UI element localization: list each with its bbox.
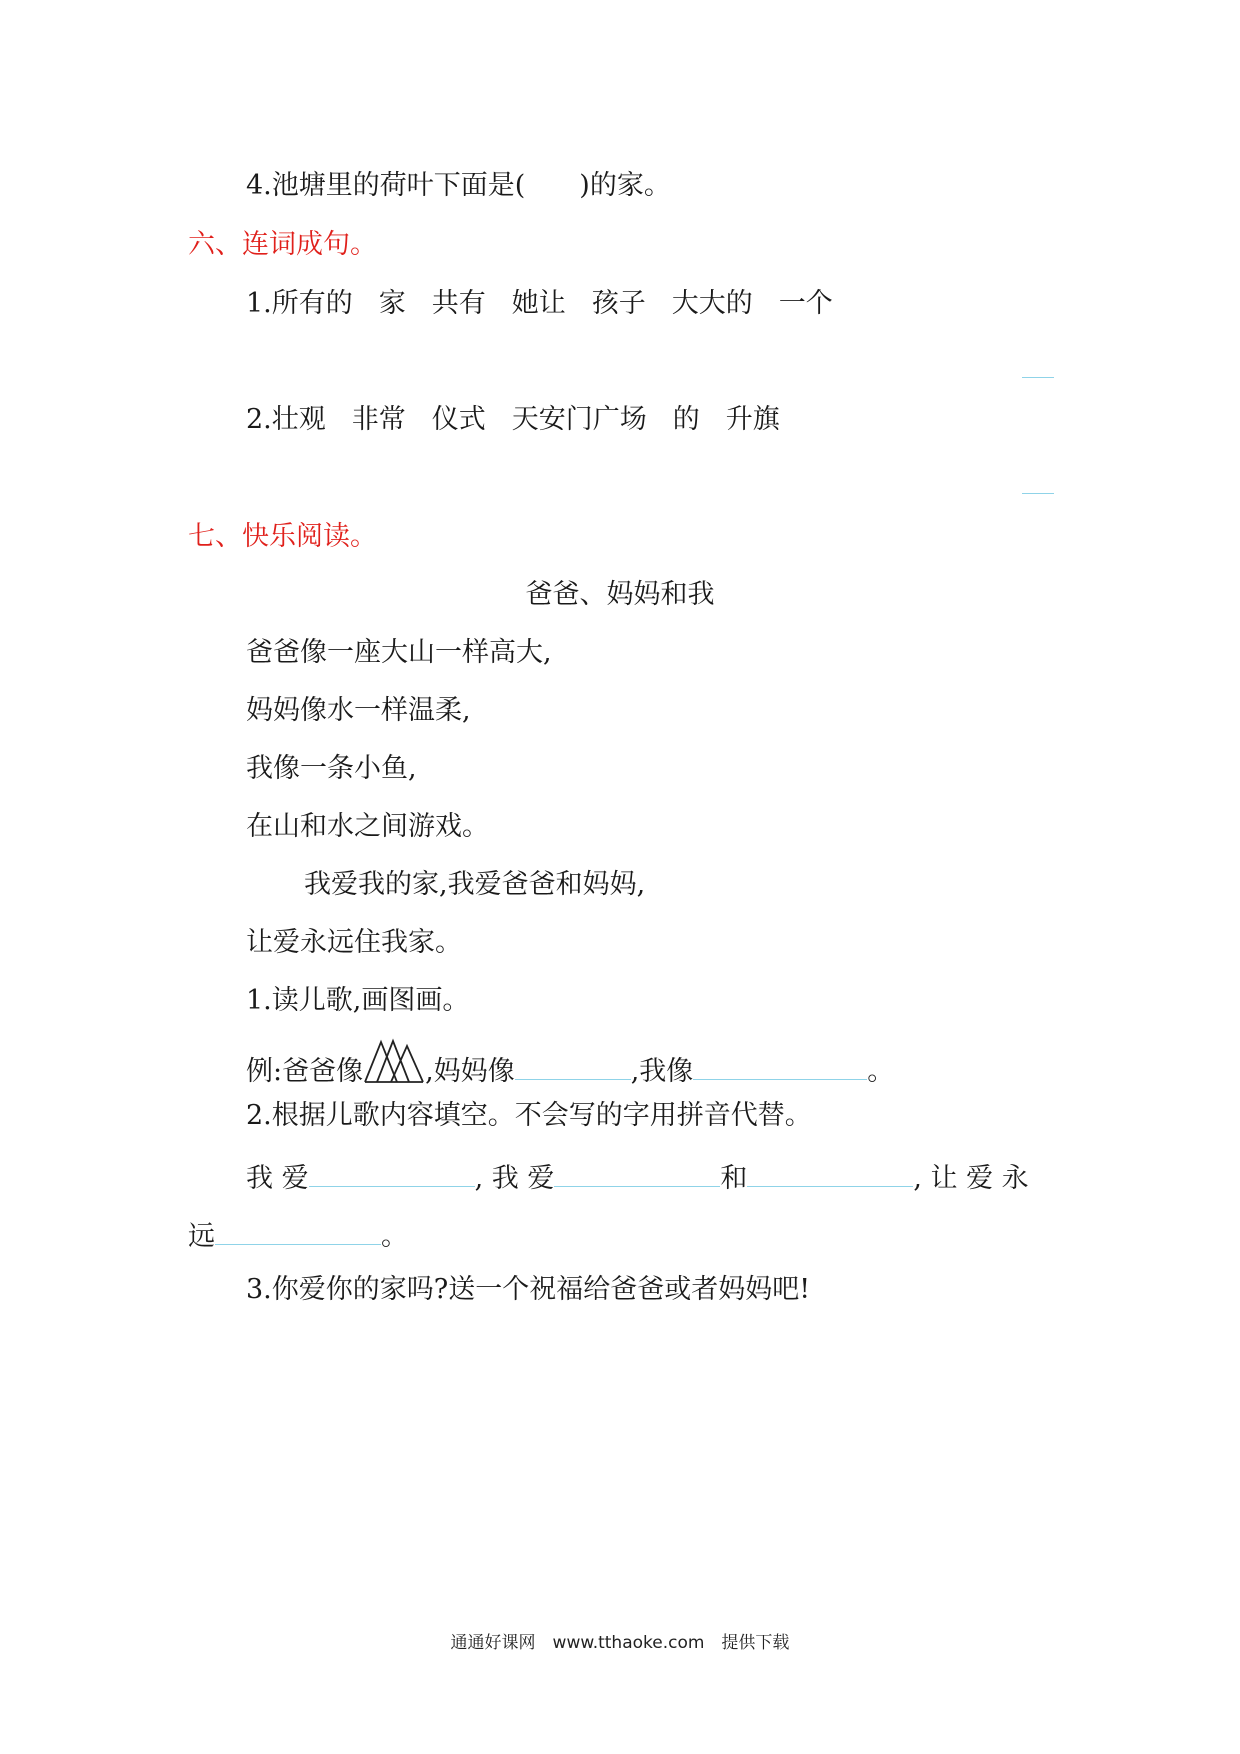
s6-item-1	[246, 286, 833, 322]
section-6-heading: 六、连词成句。	[188, 229, 377, 260]
q2-blank-2[interactable]	[554, 1156, 720, 1187]
q2-text: 2.根据儿歌内容填空。不会写的字用拼音代替。	[246, 1100, 812, 1131]
word-chip: 所有的	[271, 288, 353, 319]
q4-prefix: 4.池塘里的荷叶下面是(	[246, 170, 526, 201]
mountain-drawing-icon	[363, 1038, 425, 1084]
q1-ex-prefix: 例:爸爸像	[246, 1056, 364, 1087]
poem-line-5: 我爱我的家,我爱爸爸和妈妈,	[304, 869, 646, 900]
q2-blank-1[interactable]	[309, 1156, 475, 1187]
word-chip: 一个	[778, 288, 833, 319]
poem-line-6: 让爱永远住我家。	[246, 927, 462, 958]
q2-p4: , 让 爱 永	[913, 1163, 1029, 1194]
q2-fill-line-1	[246, 1156, 1029, 1197]
q1-text: 1.读儿歌,画图画。	[246, 985, 470, 1016]
s6-item-1-num: 1.	[246, 288, 272, 319]
q2-p2: , 我 爱	[474, 1163, 555, 1194]
q2-p3: 和	[720, 1163, 748, 1194]
q1-ex-mid2: ,我像	[630, 1056, 694, 1087]
word-chip: 家	[378, 288, 406, 319]
word-chip: 孩子	[591, 288, 646, 319]
poem-line-4: 在山和水之间游戏。	[246, 811, 489, 842]
me-answer-blank[interactable]	[693, 1049, 867, 1080]
word-chip: 大大的	[671, 288, 753, 319]
word-chip: 非常	[351, 404, 406, 435]
word-chip: 的	[672, 404, 700, 435]
q1-ex-end: 。	[867, 1056, 895, 1087]
poem-line-3: 我像一条小鱼,	[246, 753, 417, 784]
poem-line-1: 爸爸像一座大山一样高大,	[246, 637, 552, 668]
q1-example	[246, 1038, 894, 1090]
footer-source: 通通好课网 www.tthaoke.com 提供下载	[450, 1633, 790, 1653]
q2-p5: 远	[188, 1221, 215, 1252]
q2-blank-4[interactable]	[215, 1214, 381, 1245]
q2-blank-3[interactable]	[747, 1156, 913, 1187]
word-chip: 壮观	[271, 404, 326, 435]
q2-p1: 我 爱	[246, 1163, 309, 1194]
question-4	[246, 168, 671, 204]
q1-ex-mid: ,妈妈像	[425, 1056, 515, 1087]
word-chip: 共有	[431, 288, 486, 319]
section-7-heading: 七、快乐阅读。	[188, 521, 377, 552]
q3-text: 3.你爱你的家吗?送一个祝福给爸爸或者妈妈吧!	[246, 1274, 811, 1305]
word-chip: 升旗	[725, 404, 780, 435]
poem-line-2: 妈妈像水一样温柔,	[246, 695, 471, 726]
s6-item-2-answer-line[interactable]	[1022, 493, 1054, 494]
s6-item-2	[246, 402, 780, 438]
s6-item-2-num: 2.	[246, 404, 272, 435]
s6-item-1-answer-line[interactable]	[1022, 377, 1054, 378]
word-chip: 仪式	[431, 404, 486, 435]
q2-p6: 。	[381, 1221, 408, 1252]
mom-answer-blank[interactable]	[515, 1049, 631, 1080]
word-chip: 天安门广场	[511, 404, 647, 435]
q2-fill-line-2	[188, 1214, 408, 1255]
poem-title: 爸爸、妈妈和我	[525, 579, 715, 610]
word-chip: 她让	[511, 288, 566, 319]
q4-suffix: )的家。	[579, 170, 671, 201]
